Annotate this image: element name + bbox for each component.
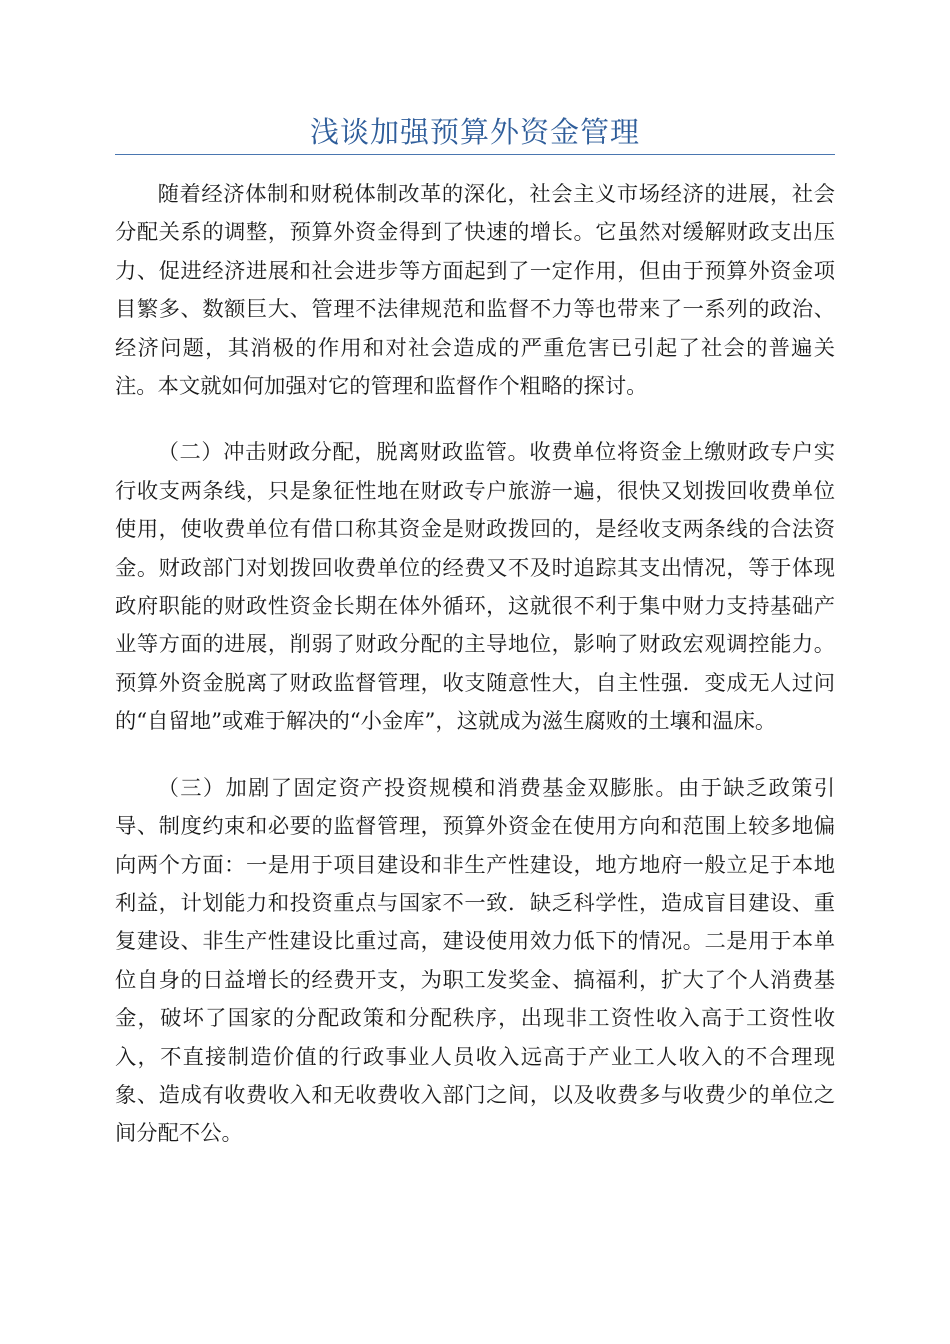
document-title: 浅谈加强预算外资金管理: [309, 115, 640, 149]
paragraph-section-three: （三）加剧了固定资产投资规模和消费基金双膨胀。由于缺乏政策引导、制度约束和必要的监督管理，预算外资金在使用方向和范围上较多地偏向两个方面：一是用于项目建设和非生产性建设，地方地府一般立足于本地利益，计划能力和投资重点与国家不一致．缺乏科学性，造成盲目建设、重复建设、非生产性建设比重过高，建设使用效力低下的情况。二是用于本单位自身的日益增长的经费开支，为职工发奖金、搞福利，扩大了个人消费基金，破坏了国家的分配政策和分配秩序，出现非工资性收入高于工资性收入，不直接制造价值的行政事业人员收入远高于产业工人收入的不合理现象、造成有收费收入和无收费收入部门之间，以及收费多与收费少的单位之间分配不公。: [115, 775, 835, 1147]
paragraph-intro: 随着经济体制和财税体制改革的深化，社会主义市场经济的进展，社会分配关系的调整，预算外资金得到了快速的增长。它虽然对缓解财政支出压力、促进经济进展和社会进步等方面起到了一定作用，但由于预算外资金项目繁多、数额巨大、管理不法律规范和监督不力等也带来了一系列的政治、经济问题，其消极的作用和对社会造成的严重危害已引起了社会的普遍关注。本文就如何加强对它的管理和监督作个粗略的探讨。: [115, 182, 835, 400]
document-body: [115, 176, 835, 1182]
paragraph-section-two: （二）冲击财政分配，脱离财政监管。收费单位将资金上缴财政专户实行收支两条线，只是象征性地在财政专户旅游一遍，很快又划拨回收费单位使用，使收费单位有借口称其资金是财政拨回的，是经收支两条线的合法资金。财政部门对划拨回收费单位的经费又不及时追踪其支出情况，等于体现政府职能的财政性资金长期在体外循环，这就很不利于集中财力支持基础产业等方面的进展，削弱了财政分配的主导地位，影响了财政宏观调控能力。预算外资金脱离了财政监督管理，收支随意性大，自主性强．变成无人过问的“自留地”或难于解决的“小金库”，这就成为滋生腐败的土壤和温床。: [115, 440, 835, 735]
title-underline: [115, 154, 835, 155]
